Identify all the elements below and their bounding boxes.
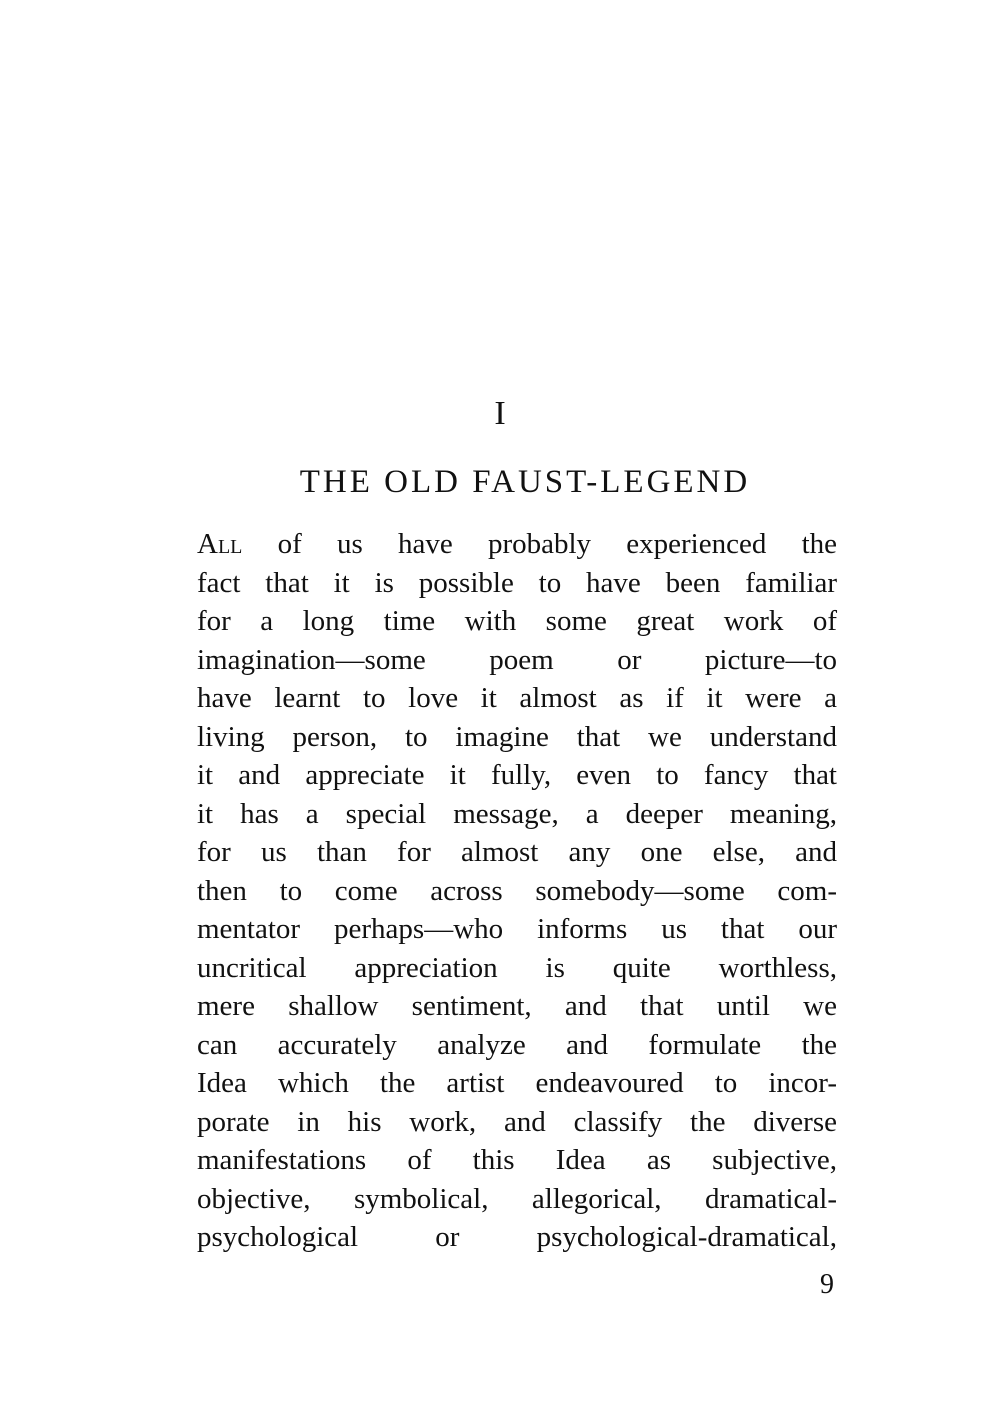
body-line-17: manifestations of this Idea as subjective, <box>197 1144 837 1176</box>
body-line-10: then to come across somebody—some com- <box>197 874 837 907</box>
body-paragraph <box>197 525 837 1257</box>
body-line-3: for a long time with some great work of <box>197 605 837 637</box>
chapter-title: THE OLD FAUST-LEGEND <box>299 464 751 500</box>
body-line-6: living person, to imagine that we understand <box>197 720 837 753</box>
first-word: All <box>197 528 243 560</box>
body-line-14: can accurately analyze and formulate the <box>197 1028 837 1061</box>
body-line-2: fact that it is possible to have been familiar <box>197 566 837 599</box>
body-line-12: uncritical appreciation is quite worthless, <box>197 951 837 984</box>
first-line-rest: of us have probably experienced the <box>242 528 837 560</box>
body-line-13: mere shallow sentiment, and that until we <box>197 990 837 1022</box>
body-line-8: it has a special message, a deeper meaning, <box>197 797 837 830</box>
body-line-4: imagination—some poem or picture—to <box>197 643 837 676</box>
page-number: 9 <box>820 1269 834 1300</box>
body-line-5: have learnt to love it almost as if it were a <box>197 682 837 714</box>
body-line-11: mentator perhaps—who informs us that our <box>197 913 837 945</box>
body-line-15: Idea which the artist endeavoured to incor- <box>197 1067 837 1099</box>
body-line-1 <box>197 525 837 564</box>
body-line-7: it and appreciate it fully, even to fancy that <box>197 759 837 791</box>
body-line-9: for us than for almost any one else, and <box>197 836 837 868</box>
body-line-18: objective, symbolical, allegorical, dramatical- <box>197 1182 837 1215</box>
body-line-19: psychological or psychological-dramatical, <box>197 1221 837 1253</box>
body-line-16: porate in his work, and classify the diverse <box>197 1105 837 1138</box>
chapter-number: I <box>494 395 506 432</box>
